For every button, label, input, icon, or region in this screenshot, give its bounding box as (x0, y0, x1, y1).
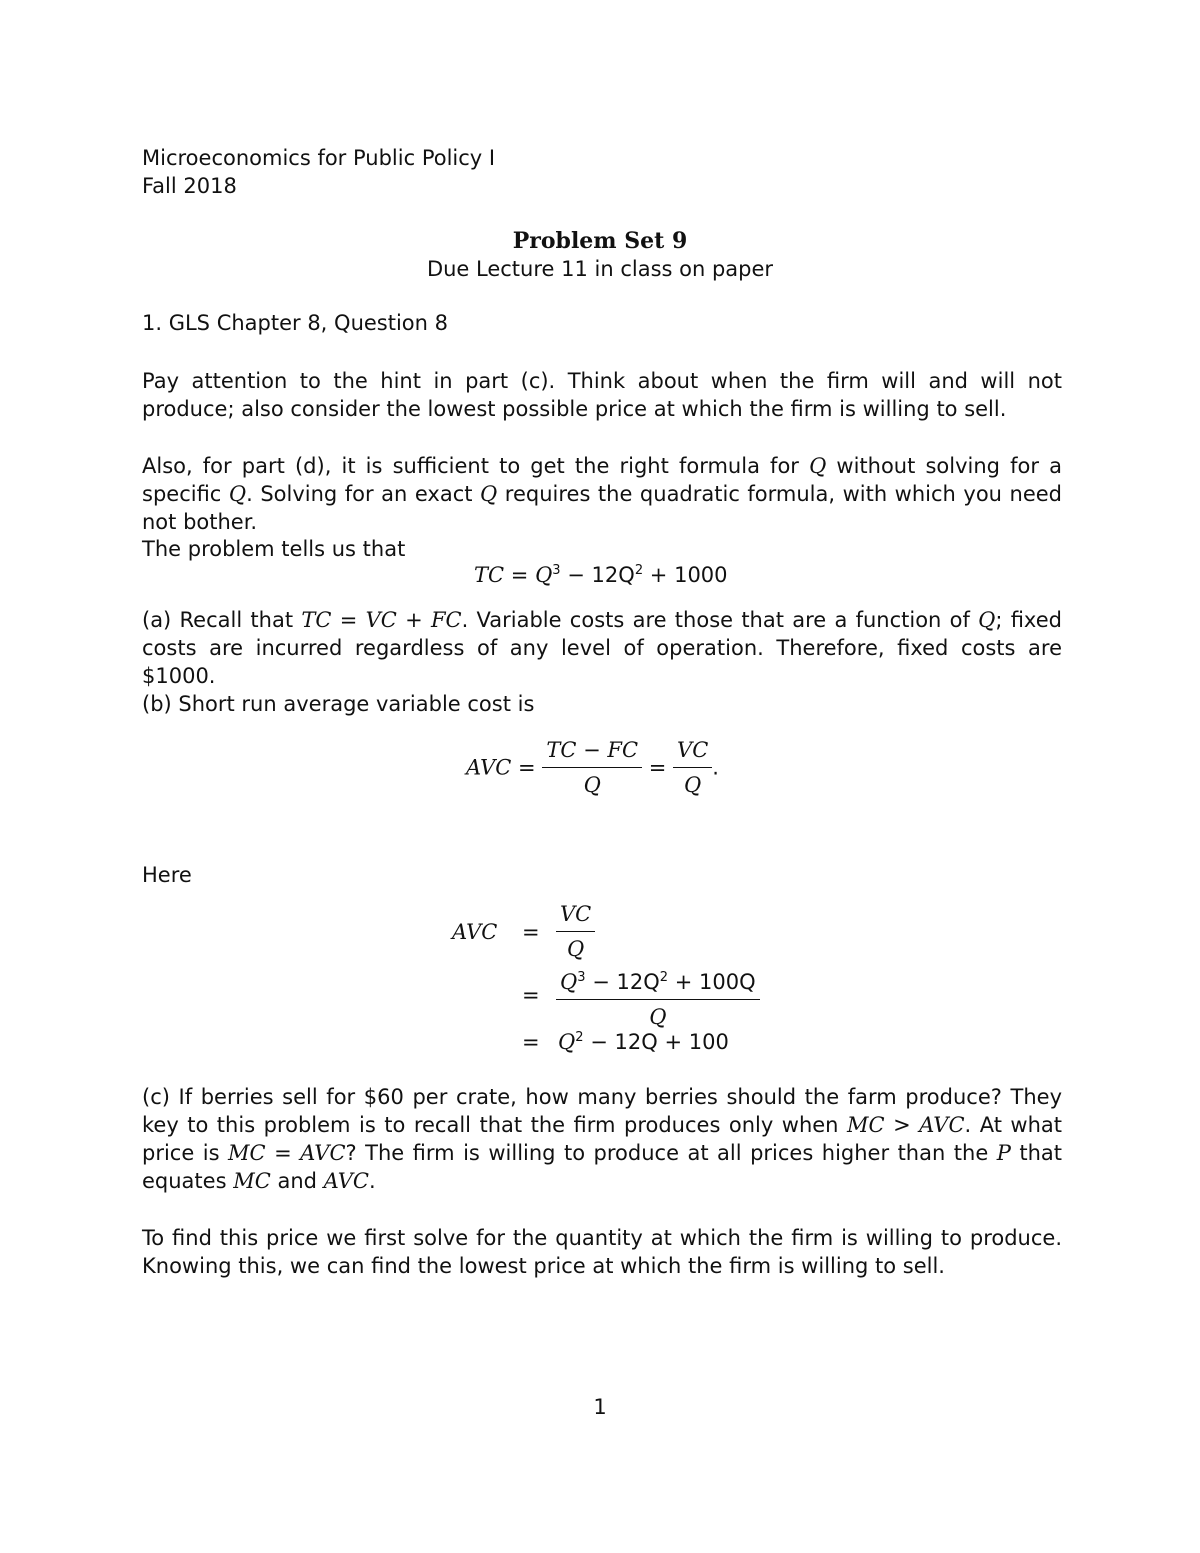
part-b-line: (b) Short run average variable cost is (142, 692, 535, 716)
avc-eq-2: = (522, 983, 540, 1007)
tells-line: The problem tells us that (142, 537, 406, 561)
avc-eq-3: = (522, 1030, 540, 1054)
vc-over-q-fraction: $\frac{VC}{Q}$ (556, 900, 595, 963)
part-a-paragraph: (a) Recall that TC = VC + FC. Variable costs are those that are a function of Q; fixed costs are incurred regardless of any level of operation. Therefore, fixed costs are $1000. (142, 608, 1062, 688)
vc-over-q: $\frac{VC}{Q}$ (673, 736, 712, 799)
question-heading: 1. GLS Chapter 8, Question 8 (142, 311, 448, 335)
page-title: Problem Set 9 (512, 228, 688, 254)
find-price-paragraph: To find this price we first solve for the quantity at which the firm is willing to produce. Knowing this, we can find the lowest price at which the firm is willing to sell. (142, 1226, 1062, 1278)
avc-result: $Q^2 - 12Q + 100$ (558, 1030, 729, 1054)
avc-eq-1: = (522, 920, 540, 944)
tc-minus-fc-over-q: $\frac{TC - FC}{Q}$ (542, 736, 642, 799)
avc-definition-equation: AVC = $\frac{TC - FC}{Q}$ = $\frac{VC}{Q}$ . (466, 738, 719, 797)
due-line: Due Lecture 11 in class on paper (426, 257, 774, 281)
course-name: Microeconomics for Public Policy I (142, 146, 496, 170)
part-d-paragraph: Also, for part (d), it is sufficient to get the right formula for Q without solving for a specific Q. Solving for an exact Q requires the quadratic formula, with which you need not bother. (142, 454, 1062, 534)
polynomial-fraction: $\frac{Q^3 - 12Q^2 + 100Q}{Q}$ (556, 964, 760, 1031)
avc-lhs: AVC (452, 920, 498, 944)
tc-equation: TC = $Q^3 - 12Q^2 + 1000$ (474, 563, 728, 587)
part-c-paragraph: (c) If berries sell for $60 per crate, how many berries should the farm produce? They key to this problem is to recall that the firm produces only when MC > AVC. At what price is MC = AVC? The firm is willing to produce at all prices higher than the P that equates MC and AVC. (142, 1085, 1062, 1193)
hint-paragraph: Pay attention to the hint in part (c). Think about when the firm will and will not produce; also consider the lowest possible price at which the firm is willing to sell. (142, 369, 1062, 421)
here-line: Here (142, 863, 192, 887)
term: Fall 2018 (142, 174, 237, 198)
page-number: 1 (593, 1395, 607, 1419)
